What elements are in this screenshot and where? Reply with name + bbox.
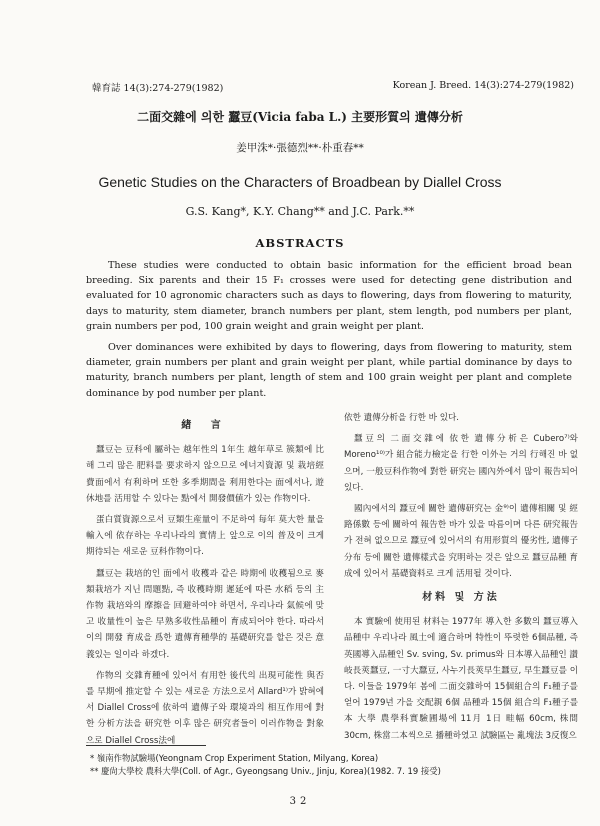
right-column xyxy=(344,410,578,749)
abstract-body xyxy=(86,258,572,401)
intro-paragraph: 蠶豆는 栽培的인 面에서 收穫과 같은 時期에 收穫됨으로 麥類栽培가 지닌 問題點, 즉 收穫時期 遲延에 따른 水稻 등의 主作物 栽培와의 摩擦을 回避하여야 하면서, 우리나라 氣候에 맞고 收量性이 높은 早熟多收性品種이 育成되어야 한다. 따라서 이의 開發 育成을 爲한 遺傳育種學的 基礎研究를 할은 것은 意義있는 일이라 하겠다. xyxy=(86,568,324,660)
body-paragraph: 蠶豆의 二面交雜에 依한 遺傳分析은 Cubero⁷⁾와 Moreno¹⁰⁾가 組合能力檢定을 行한 이外는 거의 行해진 바 없으며, 一般豆科作物에 對한 研究는 國內外에서 많이 報告되어 있다. xyxy=(344,434,578,493)
section-heading-introduction: 緖 言 xyxy=(181,420,229,431)
section-heading-methods: 材料 및 方法 xyxy=(422,592,500,604)
body-paragraph: 依한 遺傳分析을 行한 바 있다. xyxy=(344,413,460,423)
journal-citation-english: Korean J. Breed. 14(3):274-279(1982) xyxy=(392,80,574,91)
footnote-divider xyxy=(86,745,206,746)
abstract-heading: ABSTRACTS xyxy=(255,236,345,250)
intro-paragraph: 蠶豆는 豆科에 屬하는 越年性의 1年生 越年草로 簇類에 比해 그리 많은 肥料를 要求하지 않으므로 에너지資源 및 栽培經費面에서 有利하며 또한 多季期間을 利用한다는 面에서나, 遊休地를 活用할 수 있다는 點에서 開發價値가 있는 作物이다. xyxy=(86,445,324,504)
intro-paragraph: 作物의 交雜育種에 있어서 有用한 後代의 出現可能性 與否를 早期에 推定할 수 있는 새로운 方法으로서 Allard¹⁾가 밝혀에서 Diallel Cross에 依하여 遺傳子와 環境과의 相互作用에 對한 分析方法을 研究한 이후 많은 研究者들이 이러作物을 對象으로 Diallel Cross法에 xyxy=(86,670,324,746)
footnotes xyxy=(90,752,560,778)
body-paragraph: 國內에서의 蠶豆에 關한 遺傳研究는 金⁹⁾이 遺傳相關 및 經路係數 등에 關하여 報告한 바가 있을 따름이며 다른 研究報告가 전혀 없으므로 蠶豆에 있어서의 有用形質의 優劣性, 遺傳子分布 등에 關한 遺傳樣式을 究明하는 것은 앞으로 蠶豆品種 育成에 있어서 基礎資料로 크게 活用될 것이다. xyxy=(344,504,578,579)
methods-paragraph: 本 實驗에 使用된 材料는 1977年 導入한 多數의 蠶豆導入品種中 우리나라 風土에 適合하며 特性이 뚜렷한 6個品種, 즉 英國導入品種인 Sv. sving, Sv. primus와 日本導入品種인 讃岐長莢蠶豆, 一寸大蠶豆, 사누기長莢早生蠶豆, 早生蠶豆를 이다. 이들을 1979年 봄에 二面交雜하여 15個組合의 F₁種子를 얻어 1979년 가을 交配親 6個 品種과 15個 組合의 F₁種子를 本 大學 農學科實驗圃場에 11月 1日 畦幅 60cm, 株間 30cm, 株當二本씩으로 播種하였고 試驗區는 亂塊法 3反復으 xyxy=(344,617,578,741)
korean-authors: 姜甲洙*·張德烈**·朴重春** xyxy=(236,142,364,154)
left-column xyxy=(86,418,324,754)
journal-citation-korean: 韓育誌 14(3):274-279(1982) xyxy=(92,83,224,94)
footnote-affiliation-2: ** 慶尙大學校 農科大學(Coll. of Agr., Gyeongsang Univ., Jinju, Korea)(1982. 7. 19 接受) xyxy=(90,766,441,776)
english-authors: G.S. Kang*, K.Y. Chang** and J.C. Park.** xyxy=(185,205,415,218)
running-header xyxy=(92,80,574,96)
english-title: Genetic Studies on the Characters of Broadbean by Diallel Cross xyxy=(98,174,502,190)
abstract-paragraph: Over dominances were exhibited by days to flowering, days from flowering to maturity, stem diameter, grain numbers per plant and grain weight per plant, while partial dominance by days to maturity, branch numbers per plant, length of stem and 100 grain weight per plant and complete dominance by pod number per plant. xyxy=(86,342,572,399)
page-number: 32 xyxy=(289,796,311,807)
korean-title: 二面交雜에 의한 蠶豆(Vicia faba L.) 主要形質의 遺傳分析 xyxy=(137,110,463,124)
intro-paragraph: 蛋白質資源으로서 豆類生産量이 不足하여 每年 莫大한 量을 輸入에 依存하는 우리나라의 實情上 앞으로 이의 普及이 크게 期待되는 새로운 豆科作物이다. xyxy=(86,515,324,558)
abstract-paragraph: These studies were conducted to obtain basic information for the efficient broad bean breeding. Six parents and their 15 F₁ crosses were used for detecting gene distribution and evaluated for 10 agronomic characters such as days to flowering, days from flowering to maturity, days to maturity, stem diameter, branch numbers per plant, stem length, pod numbers per plant, grain numbers per pod, 100 grain weight and grain weight per plant. xyxy=(86,260,572,332)
footnote-affiliation-1: * 嶺南作物試驗場(Yeongnam Crop Experiment Station, Milyang, Korea) xyxy=(90,753,379,763)
